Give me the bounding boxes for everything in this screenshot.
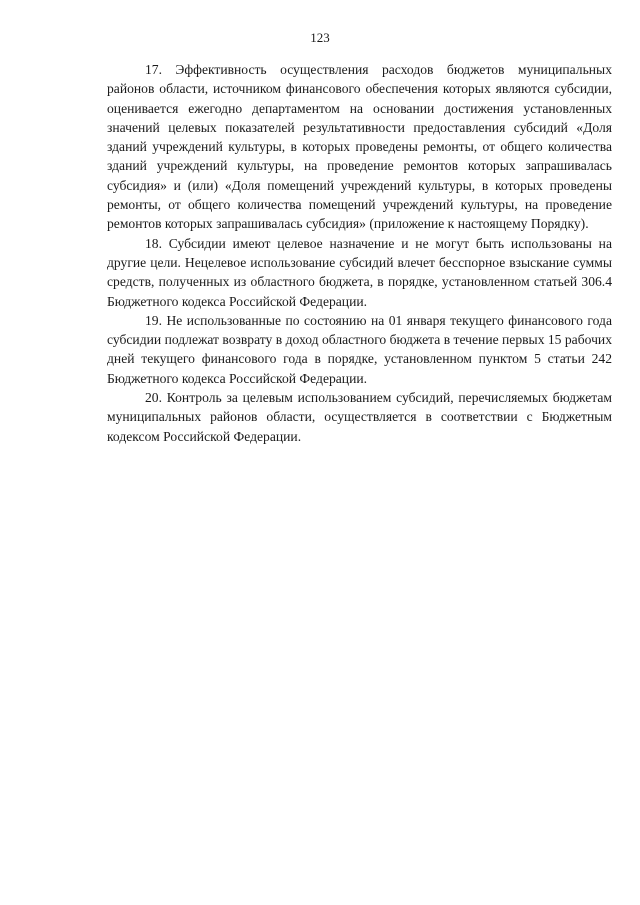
page-number: 123 [310,30,330,45]
paragraph-17: 17. Эффективность осуществления расходов бюджетов муниципальных районов области, источником финансового обеспечения которых являются субсидии, оценивается ежегодно департаментом на основании достижения установленных значений целевых показателей результативности предоставления субсидий «Доля зданий учреждений культуры, в которых проведены ремонты, от общего количества зданий учреждений культуры, на проведение ремонтов которых запрашивалась субсидия» и (или) «Доля помещений учреждений культуры, в которых проведены ремонты, от общего количества помещений учреждений культуры, на проведение ремонтов которых запрашивалась субсидия» (приложение к настоящему Порядку). [107,62,612,232]
document-body [107,60,612,446]
paragraph-20: 20. Контроль за целевым использованием субсидий, перечисляемых бюджетам муниципальных районов области, осуществляется в соответствии с Бюджетным кодексом Российской Федерации. [107,390,612,444]
paragraph-18: 18. Субсидии имеют целевое назначение и не могут быть использованы на другие цели. Нецелевое использование субсидий влечет бесспорное взыскание суммы средств, полученных из областного бюджета, в порядке, установленном статьей 306.4 Бюджетного кодекса Российской Федерации. [107,235,612,309]
paragraph-19: 19. Не использованные по состоянию на 01 января текущего финансового года субсидии подлежат возврату в доход областного бюджета в течение первых 15 рабочих дней текущего финансового года в порядке, установленном пунктом 5 статьи 242 Бюджетного кодекса Российской Федерации. [107,312,612,386]
